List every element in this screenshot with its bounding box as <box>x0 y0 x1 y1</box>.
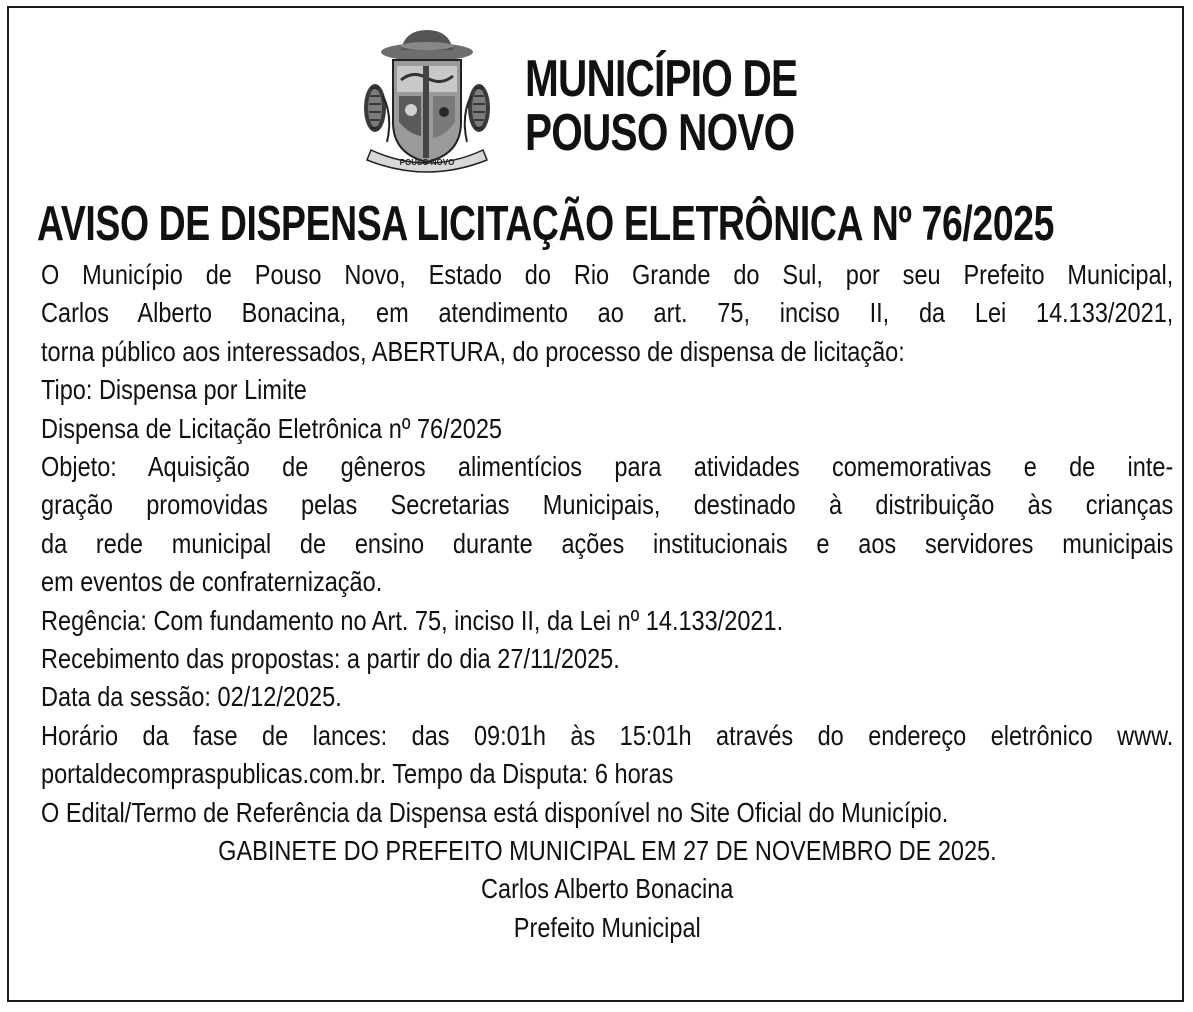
objeto-line-2: gração promovidas pelas Secretarias Municipais, destinado à distribuição às crianças <box>41 489 1174 521</box>
horario-line-2: portaldecompraspublicas.com.br. Tempo da Disputa: 6 horas <box>41 758 674 790</box>
signer-name: Carlos Alberto Bonacina <box>480 873 734 905</box>
gabinete-line <box>41 832 1173 870</box>
data-sessao-line: Data da sessão: 02/12/2025. <box>41 681 342 713</box>
intro-line-3: torna público aos interessados, ABERTURA, do processo de dispensa de licitação: <box>41 335 905 367</box>
gabinete-text: GABINETE DO PREFEITO MUNICIPAL EM 27 DE NOVEMBRO DE 2025. <box>217 835 997 866</box>
svg-text:POUSO NOVO: POUSO NOVO <box>399 158 455 167</box>
objeto-line-4: em eventos de confraternização. <box>41 566 383 598</box>
tipo-line: Tipo: Dispensa por Limite <box>41 374 307 406</box>
edital-line: O Edital/Termo de Referência da Dispensa está disponível no Site Oficial do Município. <box>41 796 949 828</box>
objeto-line-3: da rede municipal de ensino durante ações institucionais e aos servidores municipais <box>41 527 1174 559</box>
recebimento-line: Recebimento das propostas: a partir do dia 27/11/2025. <box>41 642 620 674</box>
signer-role: Prefeito Municipal <box>513 911 701 943</box>
municipality-title-line2: POUSO NOVO <box>525 104 795 162</box>
notice-frame <box>7 6 1184 1002</box>
dispensa-line: Dispensa de Licitação Eletrônica nº 76/2025 <box>41 412 503 444</box>
notice-body <box>41 256 1173 947</box>
signer-name-line <box>41 870 1173 908</box>
header <box>353 26 873 176</box>
horario-line-1: Horário da fase de lances: das 09:01h às 15:01h através do endereço eletrônico www. <box>41 719 1174 751</box>
municipality-title-line1: MUNICÍPIO DE <box>525 50 798 108</box>
objeto-line-1: Objeto: Aquisição de gêneros alimentícios para atividades comemorativas e de inte- <box>41 451 1174 482</box>
intro-line-1: O Município de Pouso Novo, Estado do Rio Grande do Sul, por seu Prefeito Municipal, <box>41 259 1174 290</box>
municipal-crest-icon <box>353 26 503 176</box>
notice-title: AVISO DE DISPENSA LICITAÇÃO ELETRÔNICA Nº 76/2025 <box>37 197 1055 251</box>
municipality-title <box>525 52 797 160</box>
intro-line-2: Carlos Alberto Bonacina, em atendimento ao art. 75, inciso II, da Lei 14.133/2021, <box>41 297 1174 329</box>
signer-role-line <box>41 909 1173 947</box>
regencia-line: Regência: Com fundamento no Art. 75, inciso II, da Lei nº 14.133/2021. <box>41 604 784 636</box>
